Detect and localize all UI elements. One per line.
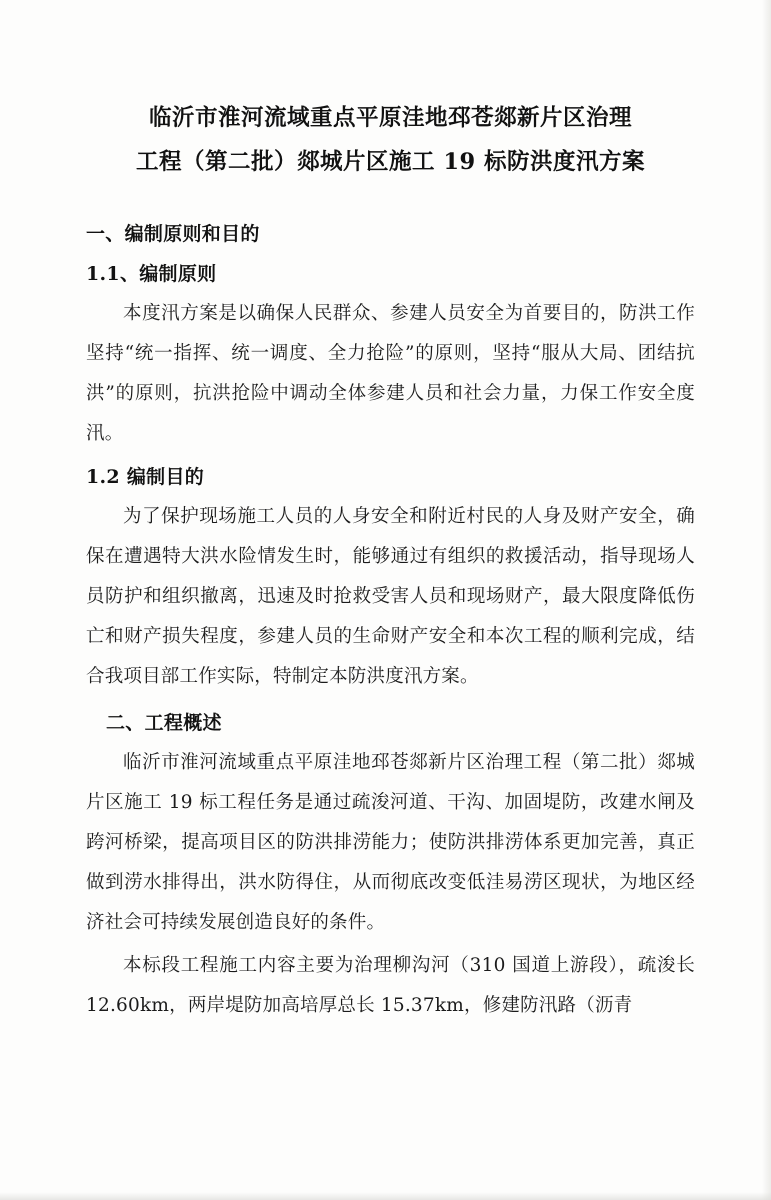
paragraph-2-1: 临沂市淮河流域重点平原洼地邳苍郯新片区治理工程（第二批）郯城片区施工 19 标工程任务是通过疏浚河道、干沟、加固堤防，改建水闸及跨河桥梁，提高项目区的防洪排涝能力；使防洪排涝体系更加完善，真正做到涝水排得出，洪水防得住，从而彻底改变低洼易涝区现状，为地区经济社会可持续发展创造良好的条件。 <box>86 752 695 933</box>
page-title <box>86 96 695 184</box>
subsection-heading-1-2: 1.2 编制目的 <box>86 466 205 488</box>
paragraph-1-2-1: 为了保护现场施工人员的人身安全和附近村民的人身及财产安全，确保在遭遇特大洪水险情发生时，能够通过有组织的救援活动，指导现场人员防护和组织撤离，迅速及时抢救受害人员和现场财产，最大限度降低伤亡和财产损失程度，参建人员的生命财产安全和本次工程的顺利完成，结合我项目部工作实际，特制定本防洪度汛方案。 <box>86 506 695 687</box>
section-heading-2: 二、工程概述 <box>106 712 222 734</box>
scan-edge-bottom <box>0 1192 771 1200</box>
section-heading-1: 一、编制原则和目的 <box>86 223 260 245</box>
page-title-line-1: 临沂市淮河流域重点平原洼地邳苍郯新片区治理 <box>148 105 632 131</box>
scan-edge-right <box>762 0 771 1200</box>
paragraph-2-2: 本标段工程施工内容主要为治理柳沟河（310 国道上游段），疏浚长 12.60km，两岸堤防加高培厚总长 15.37km，修建防汛路（沥青 <box>86 955 695 1016</box>
subsection-heading-1-1: 1.1、编制原则 <box>86 263 217 285</box>
page-title-line-2: 工程（第二批）郯城片区施工 19 标防洪度汛方案 <box>136 149 645 175</box>
paragraph-1-1-1: 本度汛方案是以确保人民群众、参建人员安全为首要目的，防洪工作坚持“统一指挥、统一调度、全力抢险”的原则，坚持“服从大局、团结抗洪”的原则，抗洪抢险中调动全体参建人员和社会力量，力保工作安全度汛。 <box>86 303 695 444</box>
